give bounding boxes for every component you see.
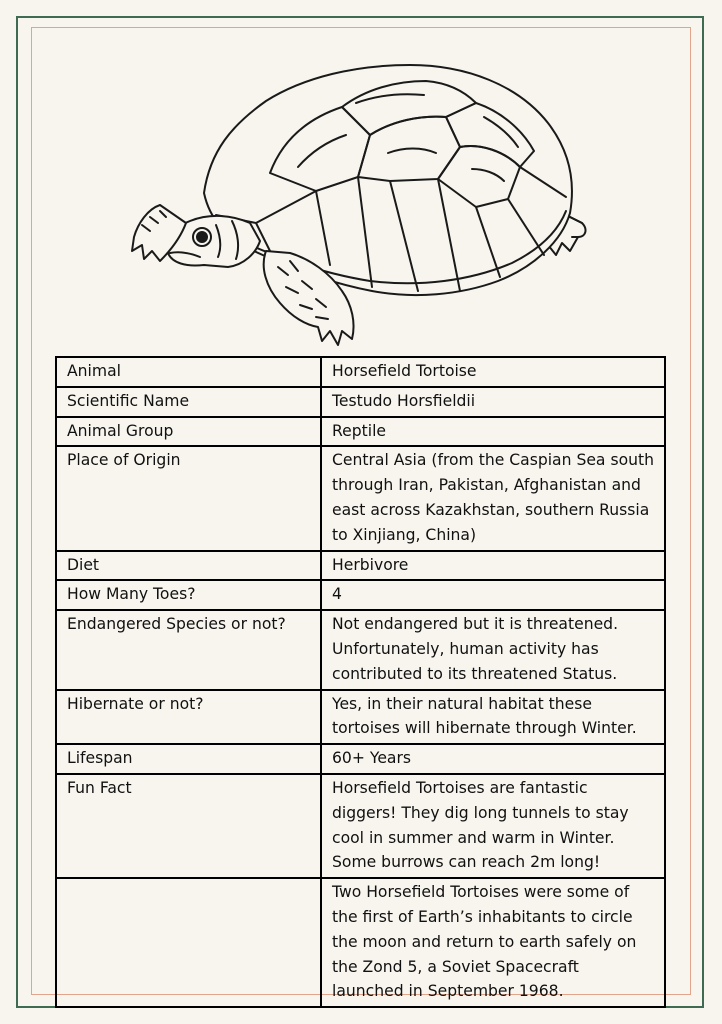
table-row bbox=[56, 878, 665, 1007]
row-value: Horsefield Tortoises are fantastic diggers! They dig long tunnels to stay cool in summer and warm in Winter. Some burrows can reach 2m long! bbox=[321, 774, 665, 878]
row-value: Two Horsefield Tortoises were some of the first of Earth’s inhabitants to circle the moon and return to earth safely on the Zond 5, a Soviet Spacecraft launched in September 1968. bbox=[321, 878, 665, 1007]
row-label: Animal bbox=[56, 357, 321, 387]
row-label: Place of Origin bbox=[56, 446, 321, 550]
table-row bbox=[56, 744, 665, 774]
row-label: Scientific Name bbox=[56, 387, 321, 417]
row-value: Not endangered but it is threatened. Unfortunately, human activity has contributed to its threatened Status. bbox=[321, 610, 665, 689]
row-value: Central Asia (from the Caspian Sea south through Iran, Pakistan, Afghanistan and east across Kazakhstan, southern Russia to Xinjiang, China) bbox=[321, 446, 665, 550]
table-row bbox=[56, 387, 665, 417]
row-label: How Many Toes? bbox=[56, 580, 321, 610]
table-row bbox=[56, 580, 665, 610]
row-value: Herbivore bbox=[321, 551, 665, 581]
row-value: 60+ Years bbox=[321, 744, 665, 774]
row-label: Diet bbox=[56, 551, 321, 581]
table-row bbox=[56, 610, 665, 689]
row-label: Lifespan bbox=[56, 744, 321, 774]
row-label bbox=[56, 878, 321, 1007]
table-row bbox=[56, 446, 665, 550]
row-value: Testudo Horsfieldii bbox=[321, 387, 665, 417]
table-row bbox=[56, 774, 665, 878]
tortoise-illustration bbox=[120, 55, 600, 355]
facts-table bbox=[55, 356, 666, 1008]
row-value: Yes, in their natural habitat these tortoises will hibernate through Winter. bbox=[321, 690, 665, 745]
row-value: 4 bbox=[321, 580, 665, 610]
row-value: Horsefield Tortoise bbox=[321, 357, 665, 387]
table-row bbox=[56, 690, 665, 745]
table-row bbox=[56, 357, 665, 387]
row-label: Fun Fact bbox=[56, 774, 321, 878]
table-row bbox=[56, 417, 665, 447]
row-label: Animal Group bbox=[56, 417, 321, 447]
table-row bbox=[56, 551, 665, 581]
row-label: Endangered Species or not? bbox=[56, 610, 321, 689]
row-value: Reptile bbox=[321, 417, 665, 447]
row-label: Hibernate or not? bbox=[56, 690, 321, 745]
